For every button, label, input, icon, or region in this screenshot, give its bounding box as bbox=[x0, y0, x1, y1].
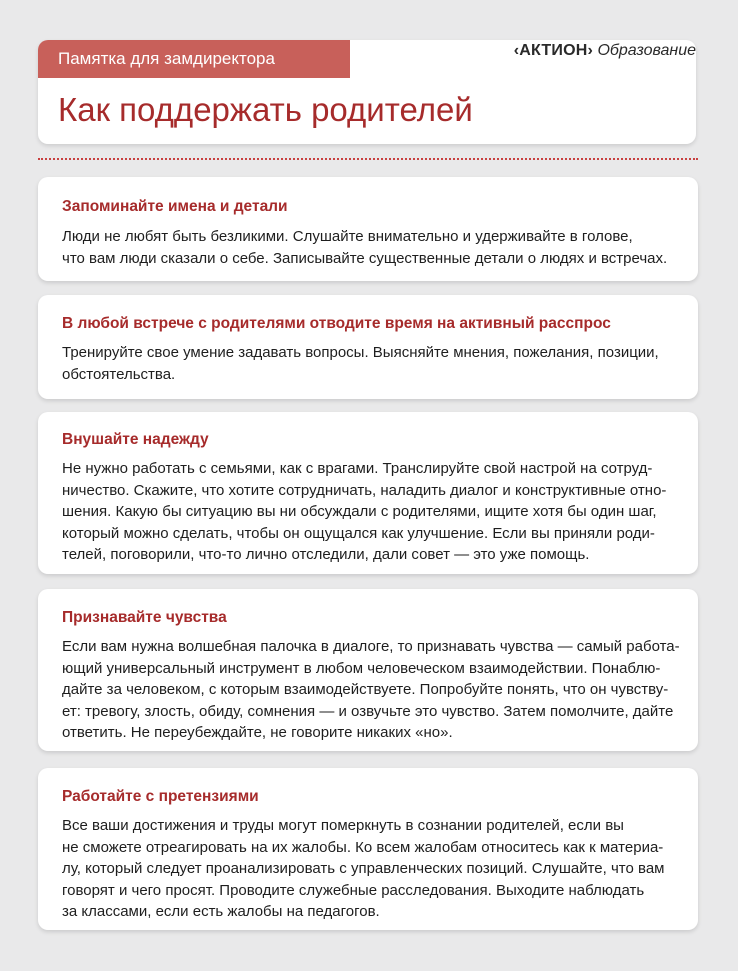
tip-text-line: Если вам нужна волшебная палочка в диалоге, то признавать чувства — самый работа- bbox=[62, 638, 680, 655]
header-card bbox=[38, 40, 696, 144]
tip-card-feelings bbox=[38, 589, 698, 751]
brand-logo bbox=[514, 42, 696, 60]
tip-card-complaints bbox=[38, 768, 698, 930]
tip-text bbox=[62, 226, 674, 269]
tip-card-names bbox=[38, 177, 698, 281]
brand-suffix: Образование bbox=[597, 42, 696, 59]
tip-text-line: Люди не любят быть безликими. Слушайте внимательно и удерживайте в голове, bbox=[62, 228, 633, 245]
tip-text-line: обстоятельства. bbox=[62, 365, 176, 383]
tip-text-line: дайте за человеком, с которым взаимодействуете. Попробуйте понять, что он чувству- bbox=[62, 681, 669, 698]
tip-text-line: что вам люди сказали о себе. Записывайте существенные детали о людях и встречах. bbox=[62, 249, 668, 267]
tip-text-line: лу, который следует проанализировать с управленческих позиций. Слушайте, что вам bbox=[62, 860, 665, 877]
tip-card-questions bbox=[38, 295, 698, 399]
tip-text-line: Не нужно работать с семьями, как с врагами. Транслируйте свой настрой на сотруд- bbox=[62, 460, 653, 477]
page-title: Как поддержать родителей bbox=[58, 91, 473, 128]
tip-text bbox=[62, 636, 680, 744]
tip-text-line: не сможете отреагировать на их жалобы. Ко всем жалобам относитесь как к материа- bbox=[62, 838, 664, 856]
dotted-divider bbox=[38, 158, 698, 160]
tip-text-line: ответить. Не переубеждайте, не говорите никаких «но». bbox=[62, 724, 453, 741]
tip-text-line: телей, поговорили, что-то лично отследили, дали совет — это уже помощь. bbox=[62, 546, 590, 563]
tip-text-line: который можно сделать, чтобы он ощущался как улучшение. Если вы приняли роди- bbox=[62, 524, 655, 542]
tip-text-line: за классами, если есть жалобы на педагогов. bbox=[62, 903, 380, 920]
tip-text bbox=[62, 458, 674, 566]
tip-text-line: шения. Какую бы ситуацию вы ни обсуждали с родителями, ищите хотя бы один шаг, bbox=[62, 503, 657, 520]
tip-text bbox=[62, 342, 674, 385]
tip-text-line: Все ваши достижения и труды могут померкнуть в сознании родителей, если вы bbox=[62, 817, 624, 834]
tip-title: Внушайте надежду bbox=[62, 431, 209, 448]
tip-text-line: ет: тревогу, злость, обиду, сомнения — и озвучьте это чувство. Затем помолчите, дайте bbox=[62, 702, 674, 720]
tip-card-hope bbox=[38, 412, 698, 574]
tip-text bbox=[62, 815, 674, 923]
tip-text-line: ничество. Скажите, что хотите сотрудничать, наладить диалог и конструктивные отно- bbox=[62, 481, 667, 499]
brand-name: ‹АКТИОН› bbox=[513, 42, 593, 59]
tip-text-line: Тренируйте свое умение задавать вопросы. Выясняйте мнения, пожелания, позиции, bbox=[62, 344, 659, 361]
tip-text-line: ющий универсальный инструмент в любом человеческом взаимодействии. Понаблю- bbox=[62, 659, 661, 677]
tip-text-line: говорят и чего просят. Проводите служебные расследования. Выходите наблюдать bbox=[62, 881, 645, 899]
memo-tag: Памятка для замдиректора bbox=[38, 40, 350, 78]
tip-title: Работайте с претензиями bbox=[62, 788, 259, 805]
tip-title: Запоминайте имена и детали bbox=[62, 198, 288, 215]
tip-title: Признавайте чувства bbox=[62, 609, 227, 626]
tip-title: В любой встрече с родителями отводите время на активный расспрос bbox=[62, 315, 611, 332]
